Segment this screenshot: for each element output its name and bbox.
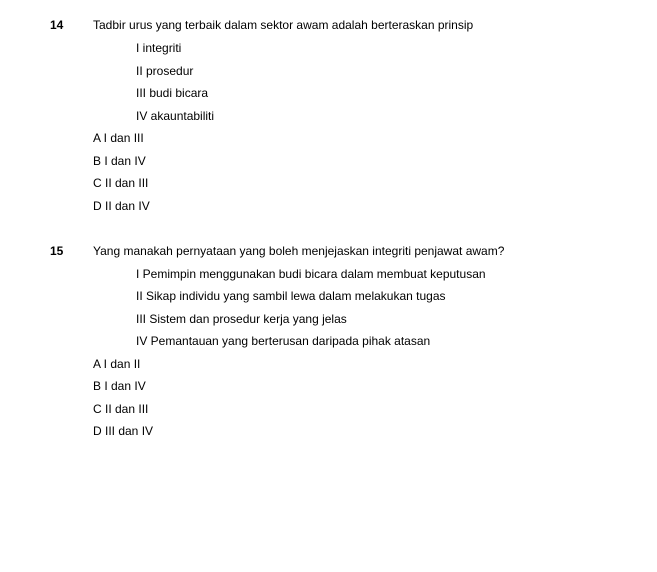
question-number: 14 [50, 18, 64, 32]
choice-a: A I dan III [93, 131, 144, 145]
choice-c: C II dan III [93, 402, 149, 416]
choice-d: D II dan IV [93, 199, 150, 213]
question-number: 15 [50, 244, 64, 258]
question-stem: Tadbir urus yang terbaik dalam sektor awam adalah berteraskan prinsip [93, 18, 474, 32]
statement-1: I Pemimpin menggunakan budi bicara dalam membuat keputusan [136, 267, 486, 281]
statement-2: II Sikap individu yang sambil lewa dalam melakukan tugas [136, 289, 446, 303]
statement-4: IV akauntabiliti [136, 109, 215, 123]
choice-a: A I dan II [93, 357, 141, 371]
statement-3: III budi bicara [136, 86, 209, 100]
statement-1: I integriti [136, 41, 182, 55]
statement-2: II prosedur [136, 64, 194, 78]
choice-c: C II dan III [93, 176, 149, 190]
question-stem: Yang manakah pernyataan yang boleh menjejaskan integriti penjawat awam? [93, 244, 505, 258]
choice-b: B I dan IV [93, 379, 146, 393]
choice-d: D III dan IV [93, 424, 154, 438]
statement-3: III Sistem dan prosedur kerja yang jelas [136, 312, 347, 326]
choice-b: B I dan IV [93, 154, 146, 168]
statement-4: IV Pemantauan yang berterusan daripada pihak atasan [136, 334, 431, 348]
